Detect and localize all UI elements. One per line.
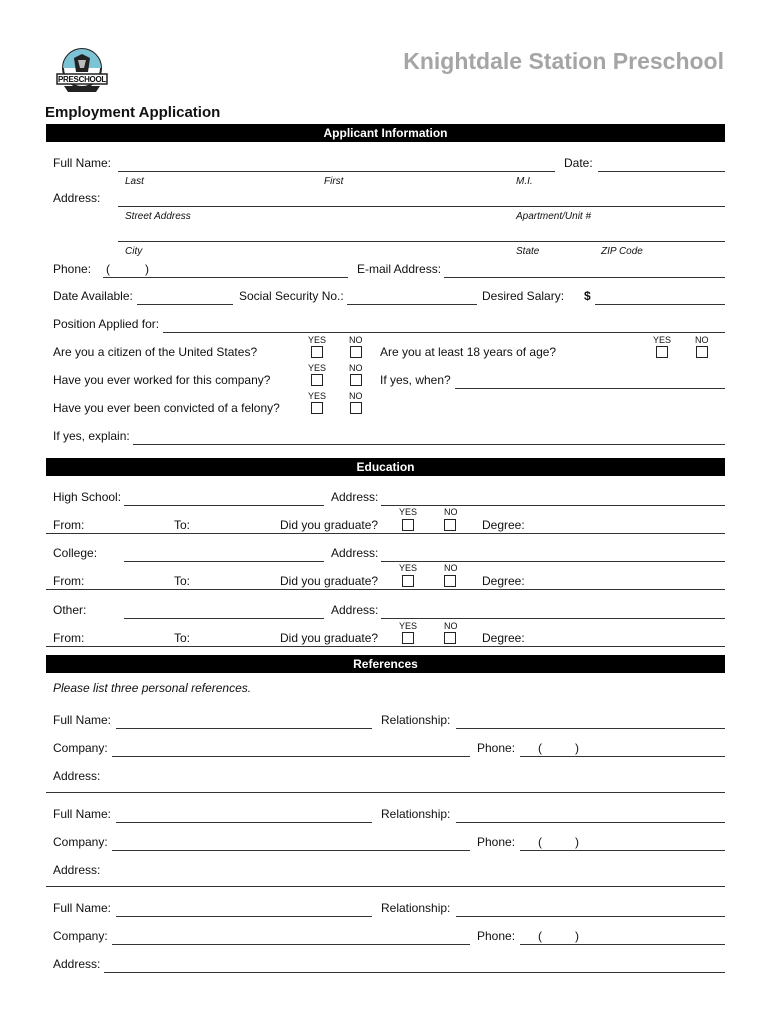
street-field[interactable] [118, 206, 725, 207]
hs-to-label: To: [174, 518, 191, 532]
citizen-yes-checkbox[interactable] [311, 346, 323, 358]
college-to-label: To: [174, 574, 191, 588]
ref1-address-label: Address: [53, 769, 101, 783]
ref2-paren-open: ( [538, 835, 542, 849]
references-instructions: Please list three personal references. [53, 681, 252, 695]
section-header-applicant: Applicant Information [46, 124, 725, 142]
city-caption: City [125, 246, 143, 257]
ref1-full-name-label: Full Name: [53, 713, 112, 727]
ref2-address-field[interactable] [46, 886, 725, 887]
ref3-company-label: Company: [53, 929, 108, 943]
ref2-relationship-field[interactable] [456, 822, 725, 823]
salary-label: Desired Salary: [482, 289, 565, 303]
age-no-checkbox[interactable] [696, 346, 708, 358]
other-address-field[interactable] [381, 618, 725, 619]
other-yes-caption: YES [399, 621, 418, 631]
ref1-paren-open: ( [538, 741, 542, 755]
ref1-company-label: Company: [53, 741, 108, 755]
date-field[interactable] [598, 171, 725, 172]
ssn-field[interactable] [347, 304, 477, 305]
college-no-caption: NO [444, 563, 458, 573]
college-label: College: [53, 546, 98, 560]
logo-text: PRESCHOOL [58, 75, 106, 84]
ref3-phone-label: Phone: [477, 929, 516, 943]
ref1-company-field[interactable] [112, 756, 470, 757]
other-degree-label: Degree: [482, 631, 525, 645]
hs-graduate-label: Did you graduate? [280, 518, 379, 532]
explain-field[interactable] [133, 444, 725, 445]
citizen-yes-caption: YES [308, 335, 327, 345]
phone-field[interactable] [103, 277, 348, 278]
ref2-paren-close: ) [575, 835, 579, 849]
dollar-sign: $ [584, 289, 591, 303]
age-question: Are you at least 18 years of age? [380, 345, 557, 359]
college-address-field[interactable] [381, 561, 725, 562]
citizen-question: Are you a citizen of the United States? [53, 345, 258, 359]
phone-label: Phone: [53, 262, 92, 276]
hs-no-checkbox[interactable] [444, 519, 456, 531]
ref3-paren-open: ( [538, 929, 542, 943]
felony-no-caption: NO [349, 391, 363, 401]
email-field[interactable] [444, 277, 725, 278]
ref2-company-field[interactable] [112, 850, 470, 851]
citizen-no-caption: NO [349, 335, 363, 345]
ref3-address-field[interactable] [104, 972, 725, 973]
ref2-company-label: Company: [53, 835, 108, 849]
first-caption: First [324, 176, 344, 187]
ref1-phone-field[interactable] [520, 756, 725, 757]
ref3-phone-field[interactable] [520, 944, 725, 945]
position-field[interactable] [163, 332, 725, 333]
ssn-label: Social Security No.: [239, 289, 344, 303]
ref2-relationship-label: Relationship: [381, 807, 451, 821]
college-row-line[interactable] [46, 589, 725, 590]
college-from-label: From: [53, 574, 85, 588]
ref3-relationship-label: Relationship: [381, 901, 451, 915]
ref1-paren-close: ) [575, 741, 579, 755]
hs-yes-checkbox[interactable] [402, 519, 414, 531]
hs-yes-caption: YES [399, 507, 418, 517]
college-graduate-label: Did you graduate? [280, 574, 379, 588]
ref3-paren-close: ) [575, 929, 579, 943]
position-label: Position Applied for: [53, 317, 160, 331]
ref2-full-name-label: Full Name: [53, 807, 112, 821]
hs-no-caption: NO [444, 507, 458, 517]
ref1-phone-label: Phone: [477, 741, 516, 755]
ref1-full-name-field[interactable] [116, 728, 372, 729]
zip-caption: ZIP Code [601, 246, 643, 257]
city-field[interactable] [118, 241, 725, 242]
worked-yes-checkbox[interactable] [311, 374, 323, 386]
when-field[interactable] [455, 388, 725, 389]
high-school-label: High School: [53, 490, 122, 504]
mi-caption: M.I. [516, 176, 533, 187]
other-to-label: To: [174, 631, 191, 645]
age-yes-checkbox[interactable] [656, 346, 668, 358]
college-no-checkbox[interactable] [444, 575, 456, 587]
high-school-address-field[interactable] [381, 505, 725, 506]
ref2-address-label: Address: [53, 863, 101, 877]
felony-question: Have you ever been convicted of a felony? [53, 401, 280, 415]
phone-paren-open: ( [106, 262, 110, 276]
college-yes-caption: YES [399, 563, 418, 573]
section-header-references: References [46, 655, 725, 673]
ref3-relationship-field[interactable] [456, 916, 725, 917]
address-label: Address: [53, 191, 101, 205]
worked-question: Have you ever worked for this company? [53, 373, 271, 387]
citizen-no-checkbox[interactable] [350, 346, 362, 358]
section-header-education: Education [46, 458, 725, 476]
ref1-address-field[interactable] [46, 792, 725, 793]
ref3-full-name-label: Full Name: [53, 901, 112, 915]
felony-yes-caption: YES [308, 391, 327, 401]
explain-label: If yes, explain: [53, 429, 130, 443]
ref2-phone-label: Phone: [477, 835, 516, 849]
other-no-caption: NO [444, 621, 458, 631]
age-yes-caption: YES [653, 335, 672, 345]
last-caption: Last [125, 176, 144, 187]
state-caption: State [516, 246, 540, 257]
felony-yes-checkbox[interactable] [311, 402, 323, 414]
ref1-relationship-field[interactable] [456, 728, 725, 729]
full-name-label: Full Name: [53, 156, 112, 170]
other-no-checkbox[interactable] [444, 632, 456, 644]
high-school-address-label: Address: [331, 490, 379, 504]
ref1-relationship-label: Relationship: [381, 713, 451, 727]
date-label: Date: [564, 156, 593, 170]
other-label: Other: [53, 603, 87, 617]
age-no-caption: NO [695, 335, 709, 345]
felony-no-checkbox[interactable] [350, 402, 362, 414]
college-address-label: Address: [331, 546, 379, 560]
full-name-field[interactable] [118, 171, 555, 172]
date-available-label: Date Available: [53, 289, 133, 303]
street-caption: Street Address [125, 211, 191, 222]
other-row-line[interactable] [46, 646, 725, 647]
email-label: E-mail Address: [357, 262, 442, 276]
high-school-field[interactable] [124, 505, 324, 506]
ref3-full-name-field[interactable] [116, 916, 372, 917]
ref3-company-field[interactable] [112, 944, 470, 945]
hs-degree-label: Degree: [482, 518, 525, 532]
date-available-field[interactable] [137, 304, 233, 305]
phone-paren-close: ) [145, 262, 149, 276]
apt-caption: Apartment/Unit # [516, 211, 592, 222]
hs-row-line [46, 533, 725, 534]
other-graduate-label: Did you graduate? [280, 631, 379, 645]
ref2-phone-field[interactable] [520, 850, 725, 851]
when-label: If yes, when? [380, 373, 451, 387]
college-field[interactable] [124, 561, 324, 562]
other-field[interactable] [124, 618, 324, 619]
ref3-address-label: Address: [53, 957, 101, 971]
salary-field[interactable] [595, 304, 725, 305]
school-name: Knightdale Station Preschool [403, 48, 724, 74]
other-yes-checkbox[interactable] [402, 632, 414, 644]
worked-yes-caption: YES [308, 363, 327, 373]
worked-no-checkbox[interactable] [350, 374, 362, 386]
worked-no-caption: NO [349, 363, 363, 373]
other-address-label: Address: [331, 603, 379, 617]
college-degree-label: Degree: [482, 574, 525, 588]
hs-from-label: From: [53, 518, 85, 532]
other-from-label: From: [53, 631, 85, 645]
school-logo [54, 48, 110, 94]
college-yes-checkbox[interactable] [402, 575, 414, 587]
form-title: Employment Application [45, 104, 221, 121]
ref2-full-name-field[interactable] [116, 822, 372, 823]
